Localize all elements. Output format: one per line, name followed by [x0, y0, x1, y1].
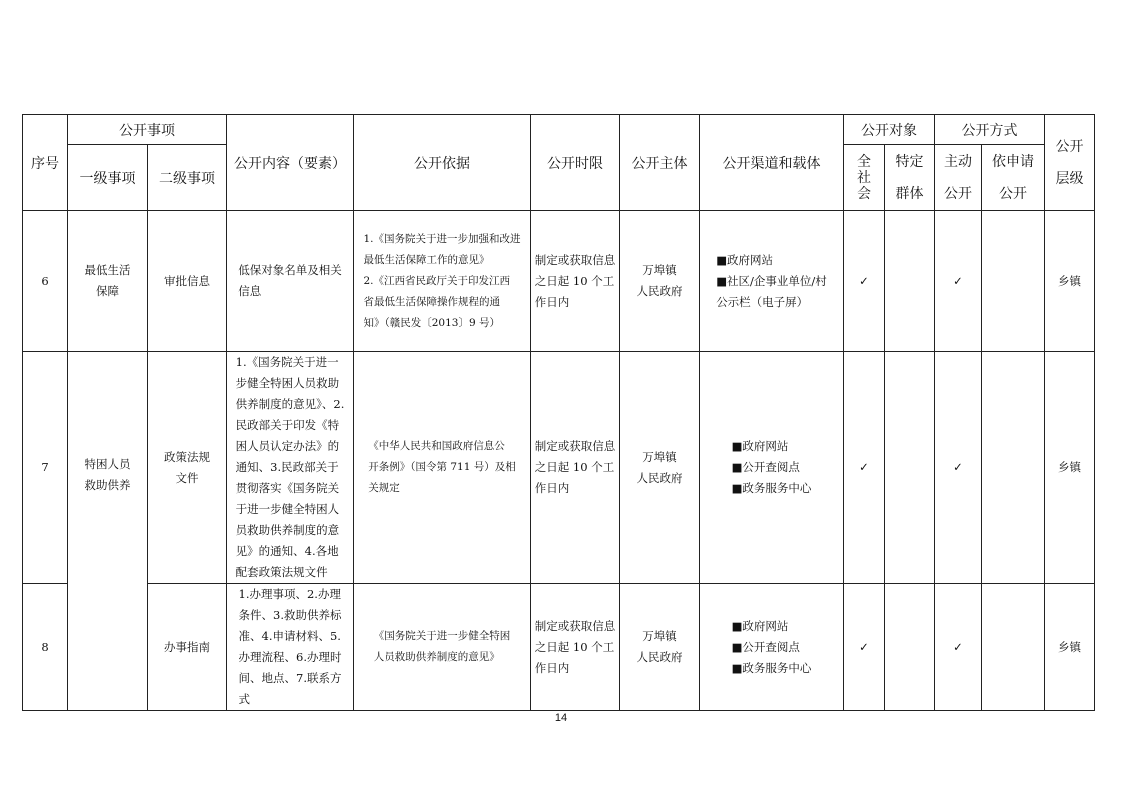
- row-level2: 政策法规 文件: [148, 352, 227, 584]
- row-content: 1.办理事项、2.办理 条件、3.救助供养标 准、4.申请材料、5. 办理流程、6.办理时 间、地点、7.联系方 式: [227, 584, 354, 711]
- table-row: [23, 211, 1095, 352]
- row-time-limit: 制定或获取信息 之日起 10 个工 作日内: [531, 211, 620, 352]
- row-level2: 办事指南: [148, 584, 227, 711]
- row-time-limit: 制定或获取信息 之日起 10 个工 作日内: [531, 352, 620, 584]
- row-subject: 万埠镇 人民政府: [620, 211, 700, 352]
- row-level: 乡镇: [1045, 584, 1095, 711]
- row-channel: ■政府网站 ■社区/企事业单位/村 公示栏（电子屏）: [700, 211, 844, 352]
- row-channel: ■政府网站 ■公开查阅点 ■政务服务中心: [700, 352, 844, 584]
- header-all-society: 全 社 会: [844, 145, 885, 211]
- header-channel: 公开渠道和载体: [700, 115, 844, 211]
- header-seq: 序号: [23, 115, 68, 211]
- header-item: 公开事项: [68, 115, 227, 145]
- row-basis: 《中华人民共和国政府信息公 开条例》（国令第 711 号）及相 关规定: [354, 352, 531, 584]
- row-basis: 1.《国务院关于进一步加强和改进 最低生活保障工作的意见》 2.《江西省民政厅关于印发江西 省最低生活保障操作规程的通 知》（赣民发〔2013〕9 号）: [354, 211, 531, 352]
- row-specific-group: [885, 584, 935, 711]
- table-row: [23, 352, 1095, 584]
- row-basis: 《国务院关于进一步健全特困 人员救助供养制度的意见》: [354, 584, 531, 711]
- header-time-limit: 公开时限: [531, 115, 620, 211]
- row-content: 1.《国务院关于进一 步健全特困人员救助 供养制度的意见》、2. 民政部关于印发《特 困人员认定办法》的 通知、3.民政部关于 贯彻落实《国务院关 于进一步健全特困人 员救助供养制度的意 见》的通知、4.各地 配套政策法规文件: [227, 352, 354, 584]
- row-level: 乡镇: [1045, 211, 1095, 352]
- check-icon: ✓: [844, 352, 885, 584]
- row-subject: 万埠镇 人民政府: [620, 584, 700, 711]
- header-level1: 一级事项: [68, 145, 148, 211]
- header-basis: 公开依据: [354, 115, 531, 211]
- header-level: 公开 层级: [1045, 115, 1095, 211]
- row-on-request: [982, 352, 1045, 584]
- check-icon: ✓: [844, 211, 885, 352]
- row-seq: 7: [23, 352, 68, 584]
- row-level2: 审批信息: [148, 211, 227, 352]
- row-level1: 特困人员 救助供养: [68, 352, 148, 711]
- header-level2: 二级事项: [148, 145, 227, 211]
- header-row-1: [23, 115, 1095, 145]
- row-content: 低保对象名单及相关 信息: [227, 211, 354, 352]
- page-number: 14: [554, 712, 568, 724]
- row-time-limit: 制定或获取信息 之日起 10 个工 作日内: [531, 584, 620, 711]
- row-level1: 最低生活 保障: [68, 211, 148, 352]
- row-level: 乡镇: [1045, 352, 1095, 584]
- header-specific-group: 特定 群体: [885, 145, 935, 211]
- table-row: [23, 584, 1095, 711]
- header-active: 主动 公开: [935, 145, 982, 211]
- header-target: 公开对象: [844, 115, 935, 145]
- header-on-request: 依申请 公开: [982, 145, 1045, 211]
- row-subject: 万埠镇 人民政府: [620, 352, 700, 584]
- row-seq: 6: [23, 211, 68, 352]
- row-specific-group: [885, 352, 935, 584]
- row-channel: ■政府网站 ■公开查阅点 ■政务服务中心: [700, 584, 844, 711]
- check-icon: ✓: [935, 211, 982, 352]
- row-seq: 8: [23, 584, 68, 711]
- header-content: 公开内容（要素）: [227, 115, 354, 211]
- check-icon: ✓: [935, 584, 982, 711]
- disclosure-table: [22, 114, 1095, 711]
- header-method: 公开方式: [935, 115, 1045, 145]
- row-on-request: [982, 211, 1045, 352]
- header-subject: 公开主体: [620, 115, 700, 211]
- row-specific-group: [885, 211, 935, 352]
- row-on-request: [982, 584, 1045, 711]
- check-icon: ✓: [844, 584, 885, 711]
- check-icon: ✓: [935, 352, 982, 584]
